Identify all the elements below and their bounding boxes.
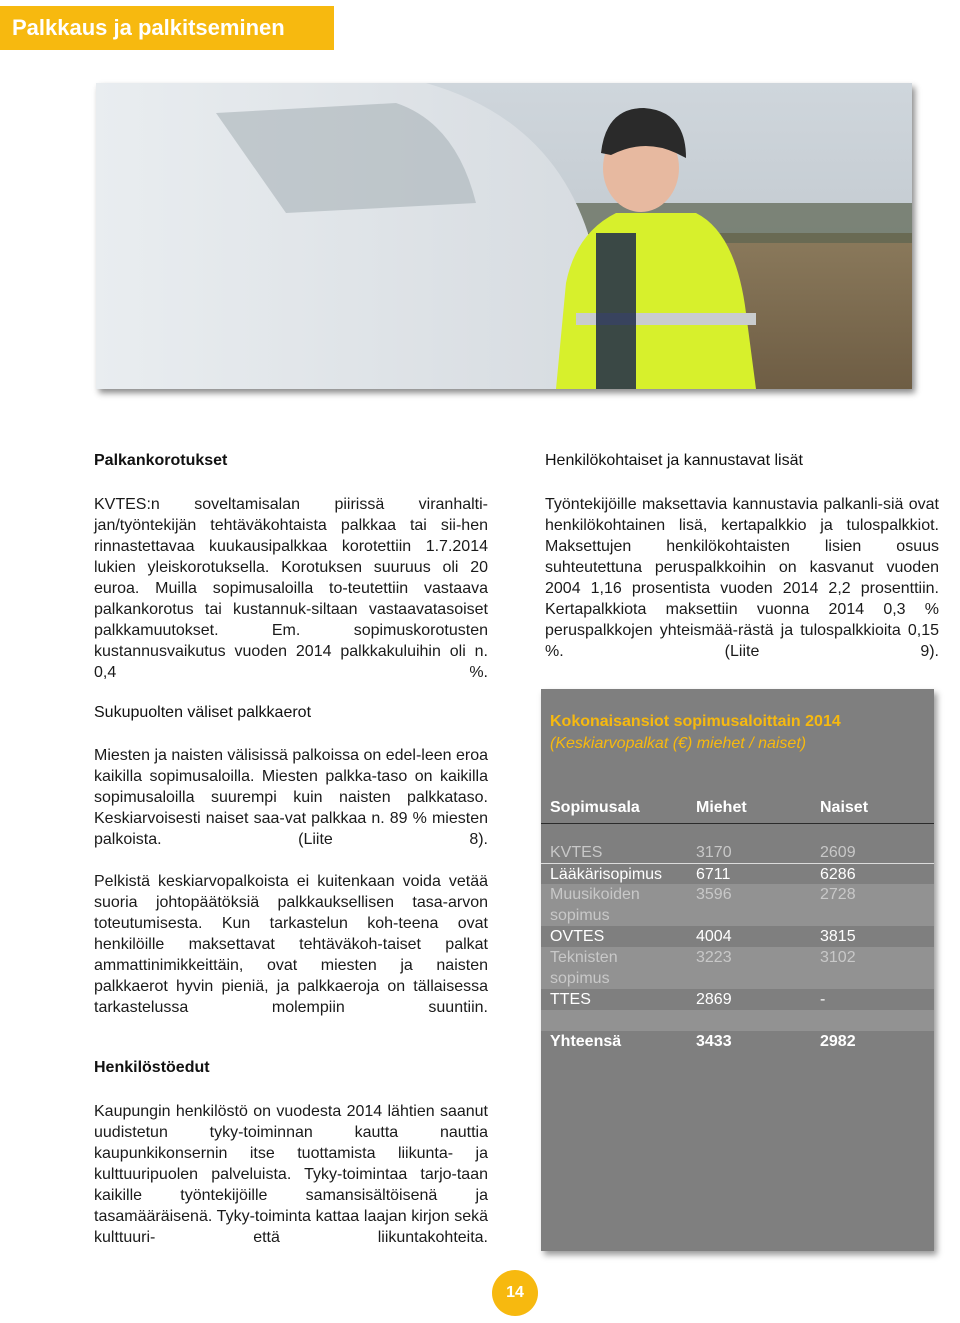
table-header-row <box>541 797 934 824</box>
row-name: Teknisten sopimus <box>550 949 618 987</box>
paragraph-palkkaerot-1: Miesten ja naisten välisissä palkoissa on edel-leen eroa kaikilla sopimusaloilla. Miesten palkka-taso on kaikilla sopimusaloilla suurempi kuin naisten palkkataso. Keskiarvoisesti naiset saa-vat palkkaa n. 89 % miesten palkoista. (Liite 8). <box>94 747 488 848</box>
section-title-bar <box>0 6 334 50</box>
earnings-table <box>541 689 934 1251</box>
table-row <box>541 842 934 863</box>
column-header-miehet: Miehet <box>696 799 747 816</box>
paragraph-kannustavat-lisat: Työntekijöille maksettavia kannustavia palkanli-siä ovat henkilökohtainen lisä, kertapalkkio ja tulospalkkiot. Maksettujen henkilökohtaisten lisien osuus suhteutettuna peruspalkkoihin on kasvanut vuoden 2004 1,16 prosentista vuoden 2014 2,2 prosenttiin. Kertapalkkiota maksettiin vuonna 2014 0,3 % peruspalkkojen yhteismää-rästä ja tulospalkkioita 0,15 %. (Liite 9). <box>545 496 939 660</box>
table-total-row <box>541 1031 934 1052</box>
heading-sukupuolten-palkkaerot: Sukupuolten väliset palkkaerot <box>94 704 312 721</box>
heading-palkankorotukset: Palkankorotukset <box>94 452 228 469</box>
column-header-sopimusala: Sopimusala <box>550 799 640 816</box>
row-men: 3170 <box>696 844 732 861</box>
row-women: 3815 <box>820 928 856 945</box>
row-women: 2728 <box>820 886 856 903</box>
table-row <box>541 884 934 926</box>
paragraph-henkilostoedut: Kaupungin henkilöstö on vuodesta 2014 lähtien saanut uudistetun tyky-toiminnan kautta nauttia kaupunkikonsernin itse tuottamista liikunta- ja kulttuuripuolen palveluista. Tyky-toimintaa tarjo-taan kaikille työntekijöille samansisältöisenä ja tasamääräisenä. Tyky-toiminta kattaa laajan kirjon sekä kulttuuri- että liikuntakohteita. <box>94 1103 488 1246</box>
row-men: 3596 <box>696 886 732 903</box>
row-men: 3223 <box>696 949 732 966</box>
heading-henkilostoedut: Henkilöstöedut <box>94 1059 210 1076</box>
total-women: 2982 <box>820 1033 856 1050</box>
row-name: OVTES <box>550 928 605 945</box>
row-name: Lääkärisopimus <box>550 866 663 883</box>
row-women: 2609 <box>820 844 856 861</box>
row-women: - <box>820 991 826 1008</box>
row-women: 3102 <box>820 949 856 966</box>
row-men: 6711 <box>696 866 731 883</box>
table-subtitle: (Keskiarvopalkat (€) miehet / naiset) <box>550 735 807 752</box>
table-row <box>541 863 934 885</box>
total-name: Yhteensä <box>550 1033 622 1050</box>
row-name: TTES <box>550 991 591 1008</box>
worker-photo <box>96 83 912 389</box>
table-row <box>541 926 934 947</box>
paragraph-palkkaerot-2: Pelkistä keskiarvopalkoista ei kuitenkaan voida vetää suoria johtopäätöksiä palkkauksellisen tasa-arvon toteutumisesta. Kun tarkastelun koh-teena ovat henkilöille maksettavat tehtäväkoh-taiset palkat ammattinimikkeittäin, ovat miesten ja naisten palkkaerot hyvin pieniä, ja palkkaeroja on tällaisessa tarkastelussa molempiin suuntiin. <box>94 873 488 1016</box>
section-title: Palkkaus ja palkitseminen <box>12 15 285 40</box>
column-header-naiset: Naiset <box>820 799 869 816</box>
row-name: Muusikoiden sopimus <box>550 886 640 924</box>
table-row-spacer <box>541 1010 934 1031</box>
row-women: 6286 <box>820 866 856 883</box>
row-men: 2869 <box>696 991 732 1008</box>
paragraph-palkankorotukset: KVTES:n soveltamisalan piirissä viranhalti-jan/työntekijän tehtäväkohtaista palkkaa tai sii-hen rinnastettavaa kuukausipalkkaa korotettiin 1.7.2014 lukien yleiskorotuksella. Korotuksen suuruus oli 20 euroa. Muilla sopimusaloilla to-teutettiin vastaava palkankorotus tai kustannuk-siltaan vastaavatasoiset palkkamuutokset. Em. sopimuskorotusten kustannusvaikutus vuoden 2014 palkkakuluihin oli n. 0,4 %. <box>94 496 488 681</box>
row-men: 4004 <box>696 928 732 945</box>
table-title: Kokonaisansiot sopimusaloittain 2014 <box>550 713 841 730</box>
heading-kannustavat-lisat: Henkilökohtaiset ja kannustavat lisät <box>545 452 803 469</box>
worker-photo-icon <box>96 83 912 389</box>
table-row <box>541 989 934 1010</box>
page-number: 14 <box>492 1270 538 1316</box>
row-name: KVTES <box>550 844 603 861</box>
total-men: 3433 <box>696 1033 732 1050</box>
table-row <box>541 947 934 989</box>
